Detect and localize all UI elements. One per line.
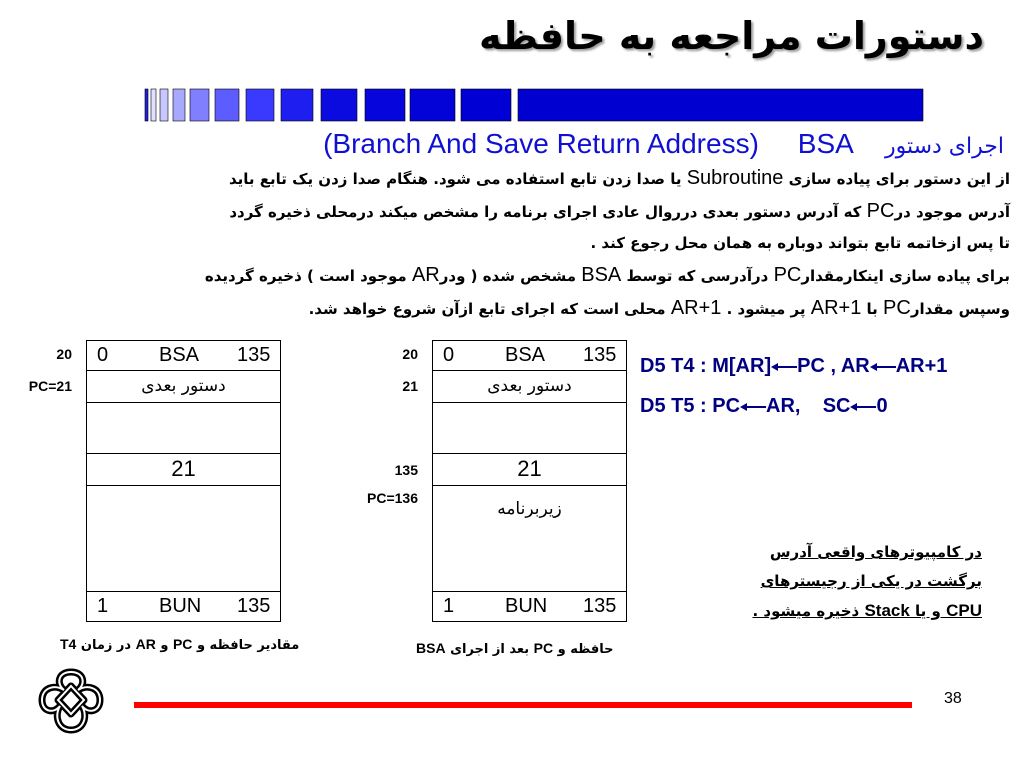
right-addr-21: 21 (402, 378, 418, 394)
right-addr-20: 20 (402, 346, 418, 362)
rtl-line-2 (640, 395, 888, 418)
caption-left (60, 636, 299, 653)
page-title: دستورات مراجعه به حافظه (479, 14, 984, 58)
text-en: PC (773, 264, 802, 286)
text-en: AR (411, 264, 440, 286)
text: محلی است که اجرای تابع ازآن شروع خواهد شد. (308, 300, 671, 318)
rtl-line-1 (640, 355, 947, 378)
text-en: CPU (946, 601, 982, 620)
rtl-text: AR, SC (766, 395, 851, 417)
memory-row-subroutine: زیربرنامه (433, 486, 626, 592)
text: و یا (909, 602, 947, 620)
memory-left (86, 340, 281, 622)
text: برای پیاده سازی اینکارمقدار (801, 267, 1010, 285)
text: در زمان (76, 638, 136, 653)
op-code: 0 (443, 344, 455, 366)
memory-row-empty (87, 486, 280, 592)
mnemonic: BSA (159, 344, 200, 366)
memory-row-bun (87, 592, 280, 621)
left-arrow-icon (771, 361, 797, 373)
note-line-2 (682, 567, 982, 595)
text-en: AR+1 (810, 297, 862, 319)
left-arrow-icon (870, 361, 896, 373)
text: با (861, 300, 884, 318)
mnemonic: BUN (159, 595, 202, 617)
decorative-bar-strip (143, 88, 925, 122)
subtitle-fa: اجرای دستور (884, 134, 1004, 159)
memory-right (432, 340, 627, 622)
text-en: AR+1 (670, 297, 722, 319)
subtitle (164, 128, 1004, 160)
memory-row-bsa (87, 341, 280, 371)
memory-row-next-instr: دستور بعدی (87, 371, 280, 403)
note-line-3 (682, 597, 982, 625)
text-en: PC (866, 200, 895, 222)
text-en: PC (883, 297, 911, 319)
paragraph-line-1 (130, 163, 1010, 195)
text-en: BSA (581, 264, 622, 286)
university-logo-icon (28, 666, 114, 746)
mnemonic: BUN (505, 595, 548, 617)
op-code: 1 (97, 595, 109, 617)
text: حافظه و (553, 642, 614, 657)
left-arrow-icon (740, 401, 766, 413)
right-addr-135: 135 (394, 462, 418, 478)
text: در کامپیوترهای واقعی آدرس (769, 543, 982, 561)
memory-row-value: 21 (433, 454, 626, 486)
left-arrow-icon (850, 401, 876, 413)
text: برگشت در یکی از رجیسترهای (760, 572, 982, 590)
mnemonic: BSA (505, 344, 546, 366)
text-en: PC (172, 636, 193, 652)
operand-address: 135 (237, 595, 271, 617)
memory-row-empty (433, 403, 626, 454)
subtitle-en: (Branch And Save Return Address) BSA (323, 128, 854, 159)
op-code: 1 (443, 595, 455, 617)
text: که آدرس دستور بعدی درروال عادی اجرای برنامه را مشخص میکند درمحلی ذخیره گردد (229, 203, 867, 221)
text: یا صدا زدن تابع استفاده می شود. هنگام صدا زدن یک تابع باید (228, 170, 687, 188)
memory-row-value: 21 (87, 454, 280, 486)
text: آدرس موجود در (894, 203, 1010, 221)
rtl-text: PC , AR (797, 355, 870, 377)
left-addr-pc: PC=21 (28, 378, 72, 394)
text-en: BSA (416, 640, 446, 656)
text-en: Subroutine (686, 167, 784, 189)
text: ذخیره میشود . (752, 602, 865, 620)
text: از این دستور برای پیاده سازی (783, 170, 1010, 188)
paragraph-line-5 (130, 293, 1010, 325)
caption-right (416, 640, 614, 657)
text: تا پس ازخاتمه تابع بتواند دوباره به همان محل رجوع کند . (590, 234, 1010, 252)
text-en: Stack (864, 601, 910, 620)
op-code: 0 (97, 344, 109, 366)
rtl-text: D5 T4 : M[AR] (640, 355, 772, 377)
text-en: PC (533, 640, 554, 656)
rtl-text: AR+1 (895, 355, 948, 377)
memory-row-empty (87, 403, 280, 454)
operand-address: 135 (583, 595, 617, 617)
rtl-text: D5 T5 : PC (640, 395, 741, 417)
memory-row-bsa (433, 341, 626, 371)
text-en: T4 (60, 636, 77, 652)
text: وسپس مقدار (910, 300, 1010, 318)
text: و (155, 638, 173, 653)
footer-red-rule (134, 702, 912, 708)
right-addr-pc: PC=136 (367, 490, 418, 506)
page-number: 38 (944, 690, 962, 707)
text: بعد از اجرای (445, 642, 534, 657)
text: مقادیر حافظه و (192, 638, 300, 653)
rtl-text: 0 (876, 395, 888, 417)
text: درآدرسی که توسط (621, 267, 774, 285)
memory-row-next-instr: دستور بعدی (433, 371, 626, 403)
operand-address: 135 (583, 344, 617, 366)
left-addr-20: 20 (56, 346, 72, 362)
text-en: AR (135, 636, 156, 652)
paragraph-line-2 (130, 196, 1010, 228)
memory-row-bun (433, 592, 626, 621)
note-line-1 (682, 538, 982, 566)
text: موجود است ) ذخیره گردیده (204, 267, 412, 285)
paragraph-line-4 (130, 260, 1010, 292)
operand-address: 135 (237, 344, 271, 366)
text: پر میشود . (721, 300, 811, 318)
paragraph-line-3 (130, 228, 1010, 259)
text: مشخص شده ( ودر (439, 267, 582, 285)
